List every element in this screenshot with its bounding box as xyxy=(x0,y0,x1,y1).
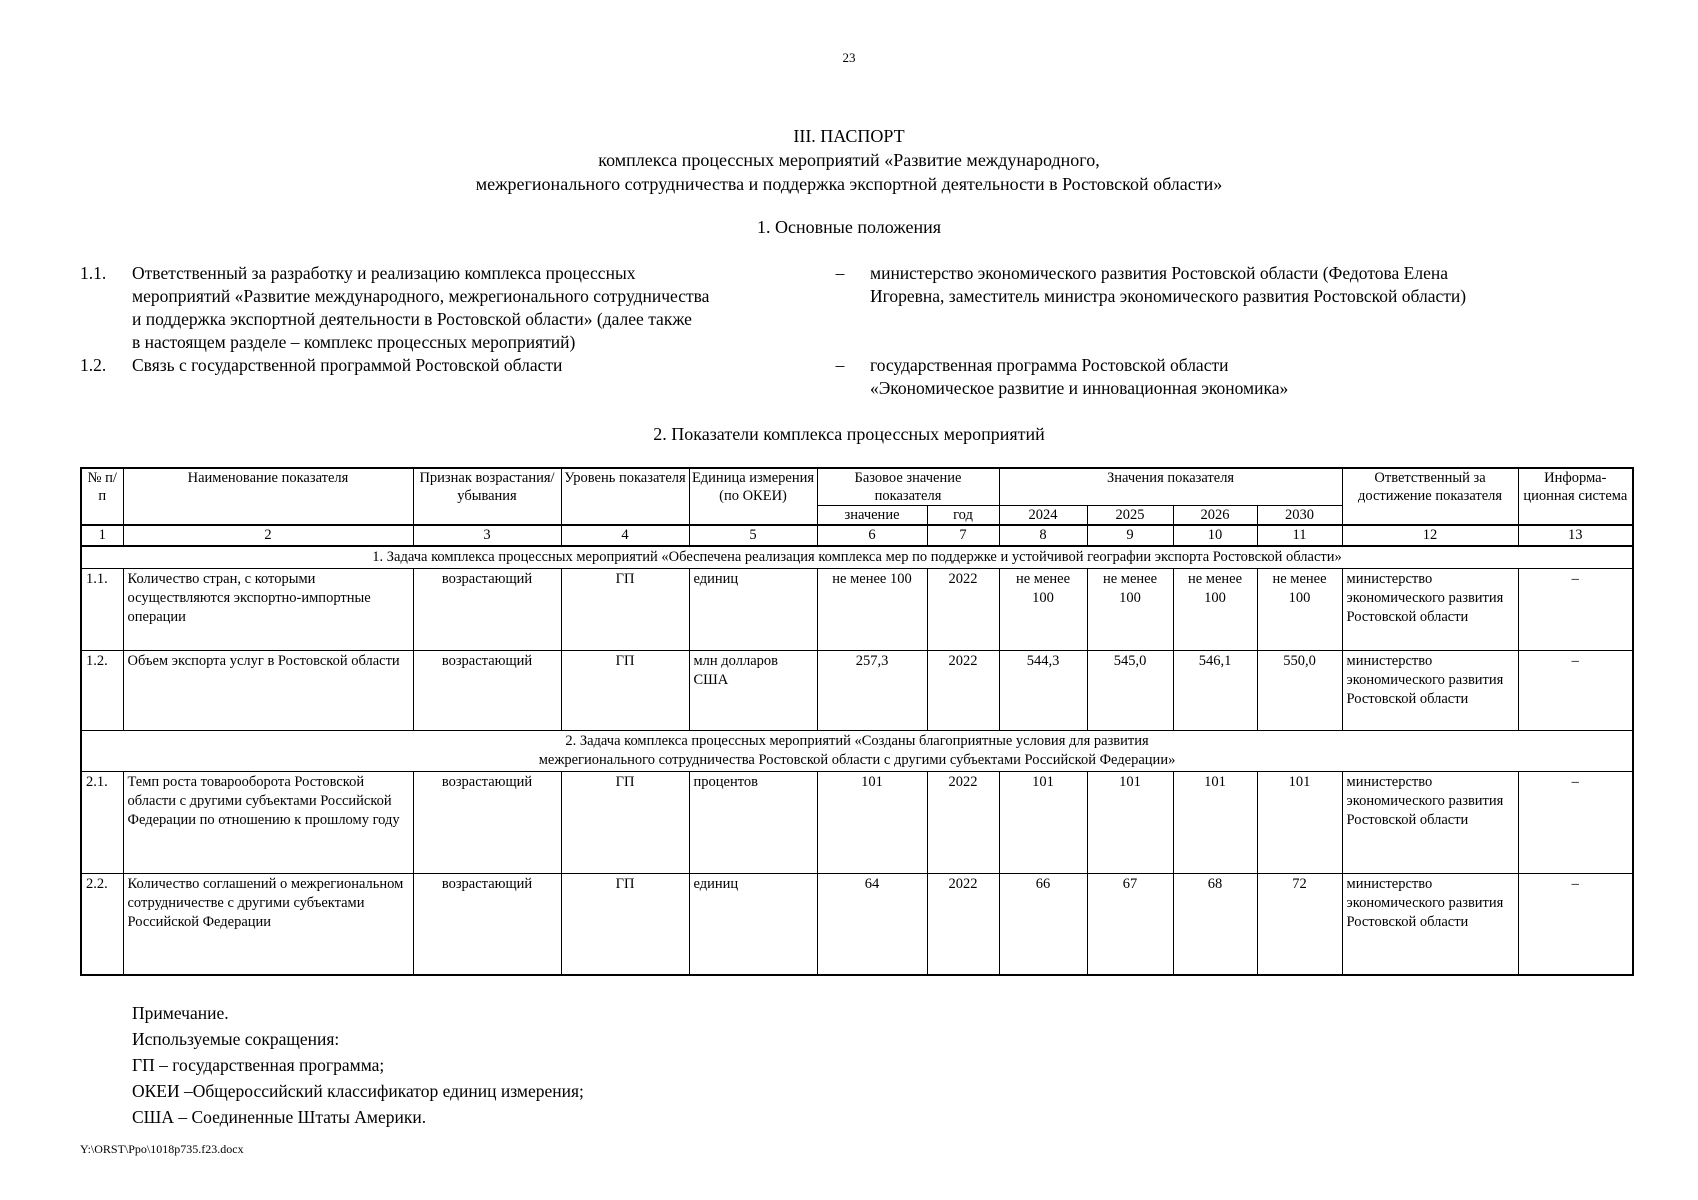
title-line-1: III. ПАСПОРТ xyxy=(793,126,905,146)
header-base-year: год xyxy=(927,506,999,526)
row-value-2026: 546,1 xyxy=(1173,651,1257,731)
row-value-2030: 101 xyxy=(1257,772,1342,874)
note-line: ГП – государственная программа; xyxy=(132,1055,385,1075)
row-base-value: 257,3 xyxy=(817,651,927,731)
row-unit: млн долларов США xyxy=(689,651,817,731)
row-trend: возрастающий xyxy=(413,651,561,731)
row-base-year: 2022 xyxy=(927,651,999,731)
provision-label xyxy=(132,262,810,354)
provision-label xyxy=(132,354,810,400)
row-value-2024: 66 xyxy=(999,874,1087,975)
row-value-2024: 101 xyxy=(999,772,1087,874)
row-indicator-name: Объем экспорта услуг в Ростовской области xyxy=(123,651,413,731)
header-year-2026: 2026 xyxy=(1173,506,1257,526)
indicators-table xyxy=(80,467,1634,976)
row-base-year: 2022 xyxy=(927,874,999,975)
value-line: Игоревна, заместитель министра экономического развития Ростовской области) xyxy=(870,286,1467,306)
row-value-2026: 101 xyxy=(1173,772,1257,874)
provision-num: 1.1. xyxy=(80,263,107,283)
row-value-2024: 544,3 xyxy=(999,651,1087,731)
row-value-2025: не менее 100 xyxy=(1087,569,1173,651)
row-responsible: министерство экономического развития Ростовской области xyxy=(1342,772,1518,874)
note-line: США – Соединенные Штаты Америки. xyxy=(132,1107,427,1127)
row-unit: единиц xyxy=(689,874,817,975)
value-line: государственная программа Ростовской области xyxy=(870,355,1229,375)
header-year-2030: 2030 xyxy=(1257,506,1342,526)
col-number: 9 xyxy=(1087,525,1173,546)
label-line: в настоящем разделе – комплекс процессных мероприятий) xyxy=(132,332,576,352)
col-number: 10 xyxy=(1173,525,1257,546)
title-line-2: комплекса процессных мероприятий «Развитие международного, xyxy=(598,150,1100,170)
col-number: 11 xyxy=(1257,525,1342,546)
provision-dash: – xyxy=(835,355,845,375)
header-level: Уровень показателя xyxy=(561,468,689,525)
col-number: 5 xyxy=(689,525,817,546)
label-line: Связь с государственной программой Ростовской области xyxy=(132,355,563,375)
task-row-2 xyxy=(81,731,1633,772)
row-value-2030: 72 xyxy=(1257,874,1342,975)
col-number: 3 xyxy=(413,525,561,546)
table-row xyxy=(81,651,1633,731)
column-numbers-row xyxy=(81,525,1633,546)
table-row xyxy=(81,874,1633,975)
row-value-2024: не менее 100 xyxy=(999,569,1087,651)
row-level: ГП xyxy=(561,772,689,874)
col-number: 6 xyxy=(817,525,927,546)
row-system: – xyxy=(1518,874,1633,975)
task-row-1 xyxy=(81,546,1633,569)
header-unit: Единица измерения (по ОКЕИ) xyxy=(689,468,817,525)
provision-dash: – xyxy=(835,263,845,283)
task-1-title: 1. Задача комплекса процессных мероприятий «Обеспечена реализация комплекса мер по поддержке и устойчивой географии экспорта Ростовской области» xyxy=(81,546,1633,569)
provision-1-2 xyxy=(80,354,1632,400)
row-system: – xyxy=(1518,569,1633,651)
row-value-2025: 545,0 xyxy=(1087,651,1173,731)
header-year-2025: 2025 xyxy=(1087,506,1173,526)
row-num: 1.2. xyxy=(81,651,123,731)
row-trend: возрастающий xyxy=(413,874,561,975)
col-number: 12 xyxy=(1342,525,1518,546)
row-system: – xyxy=(1518,651,1633,731)
table-row xyxy=(81,772,1633,874)
row-indicator-name: Количество стран, с которыми осуществляются экспортно-импортные операции xyxy=(123,569,413,651)
header-trend: Признак возрастания/ убывания xyxy=(413,468,561,525)
header-base-value: значение xyxy=(817,506,927,526)
col-number: 4 xyxy=(561,525,689,546)
section2-heading: 2. Показатели комплекса процессных мероприятий xyxy=(653,424,1045,444)
provision-num: 1.2. xyxy=(80,355,107,375)
row-base-year: 2022 xyxy=(927,569,999,651)
row-indicator-name: Темп роста товарооборота Ростовской области с другими субъектами Российской Федерации по отношению к прошлому году xyxy=(123,772,413,874)
row-responsible: министерство экономического развития Ростовской области xyxy=(1342,874,1518,975)
task-2-title xyxy=(81,731,1633,772)
note-line: Используемые сокращения: xyxy=(132,1029,340,1049)
value-line: министерство экономического развития Ростовской области (Федотова Елена xyxy=(870,263,1448,283)
row-num: 1.1. xyxy=(81,569,123,651)
label-line: Ответственный за разработку и реализацию комплекса процессных xyxy=(132,263,636,283)
file-path-footer: Y:\ORST\Ppo\1018p735.f23.docx xyxy=(80,1142,244,1156)
header-system: Информа- ционная система xyxy=(1518,468,1633,525)
row-system: – xyxy=(1518,772,1633,874)
col-number: 13 xyxy=(1518,525,1633,546)
row-base-year: 2022 xyxy=(927,772,999,874)
row-value-2030: не менее 100 xyxy=(1257,569,1342,651)
row-responsible: министерство экономического развития Ростовской области xyxy=(1342,651,1518,731)
doc-title xyxy=(0,124,1698,196)
header-num: № п/п xyxy=(81,468,123,525)
row-value-2026: 68 xyxy=(1173,874,1257,975)
col-number: 2 xyxy=(123,525,413,546)
col-number: 8 xyxy=(999,525,1087,546)
row-level: ГП xyxy=(561,874,689,975)
row-trend: возрастающий xyxy=(413,772,561,874)
provision-value xyxy=(870,354,1632,400)
header-name: Наименование показателя xyxy=(123,468,413,525)
label-line: и поддержка экспортной деятельности в Ростовской области» (далее также xyxy=(132,309,692,329)
label-line: мероприятий «Развитие международного, межрегионального сотрудничества xyxy=(132,286,710,306)
row-value-2025: 67 xyxy=(1087,874,1173,975)
note-title: Примечание. xyxy=(132,1003,229,1023)
row-num: 2.2. xyxy=(81,874,123,975)
row-base-value: не менее 100 xyxy=(817,569,927,651)
header-values: Значения показателя xyxy=(999,468,1342,506)
task-2-line-2: межрегионального сотрудничества Ростовской области с другими субъектами Российской Федерации» xyxy=(538,752,1176,768)
row-base-value: 101 xyxy=(817,772,927,874)
note-block xyxy=(132,1000,932,1130)
note-line: ОКЕИ –Общероссийский классификатор единиц измерения; xyxy=(132,1081,584,1101)
col-number: 7 xyxy=(927,525,999,546)
section1-heading: 1. Основные положения xyxy=(757,217,941,237)
row-indicator-name: Количество соглашений о межрегиональном сотрудничестве с другими субъектами Российской Федерации xyxy=(123,874,413,975)
row-num: 2.1. xyxy=(81,772,123,874)
basic-provisions xyxy=(80,262,1632,400)
provision-1-1 xyxy=(80,262,1632,354)
row-level: ГП xyxy=(561,651,689,731)
page-number: 23 xyxy=(842,50,856,65)
col-number: 1 xyxy=(81,525,123,546)
row-unit: процентов xyxy=(689,772,817,874)
row-value-2025: 101 xyxy=(1087,772,1173,874)
row-level: ГП xyxy=(561,569,689,651)
title-line-3: межрегионального сотрудничества и поддержка экспортной деятельности в Ростовской области» xyxy=(475,174,1223,194)
table-row xyxy=(81,569,1633,651)
header-responsible: Ответственный за достижение показателя xyxy=(1342,468,1518,525)
header-year-2024: 2024 xyxy=(999,506,1087,526)
header-base: Базовое значение показателя xyxy=(817,468,999,506)
row-trend: возрастающий xyxy=(413,569,561,651)
row-value-2030: 550,0 xyxy=(1257,651,1342,731)
row-responsible: министерство экономического развития Ростовской области xyxy=(1342,569,1518,651)
row-unit: единиц xyxy=(689,569,817,651)
value-line: «Экономическое развитие и инновационная экономика» xyxy=(870,378,1289,398)
row-base-value: 64 xyxy=(817,874,927,975)
task-2-line-1: 2. Задача комплекса процессных мероприятий «Созданы благоприятные условия для развития xyxy=(565,733,1149,749)
provision-value xyxy=(870,262,1632,354)
row-value-2026: не менее 100 xyxy=(1173,569,1257,651)
